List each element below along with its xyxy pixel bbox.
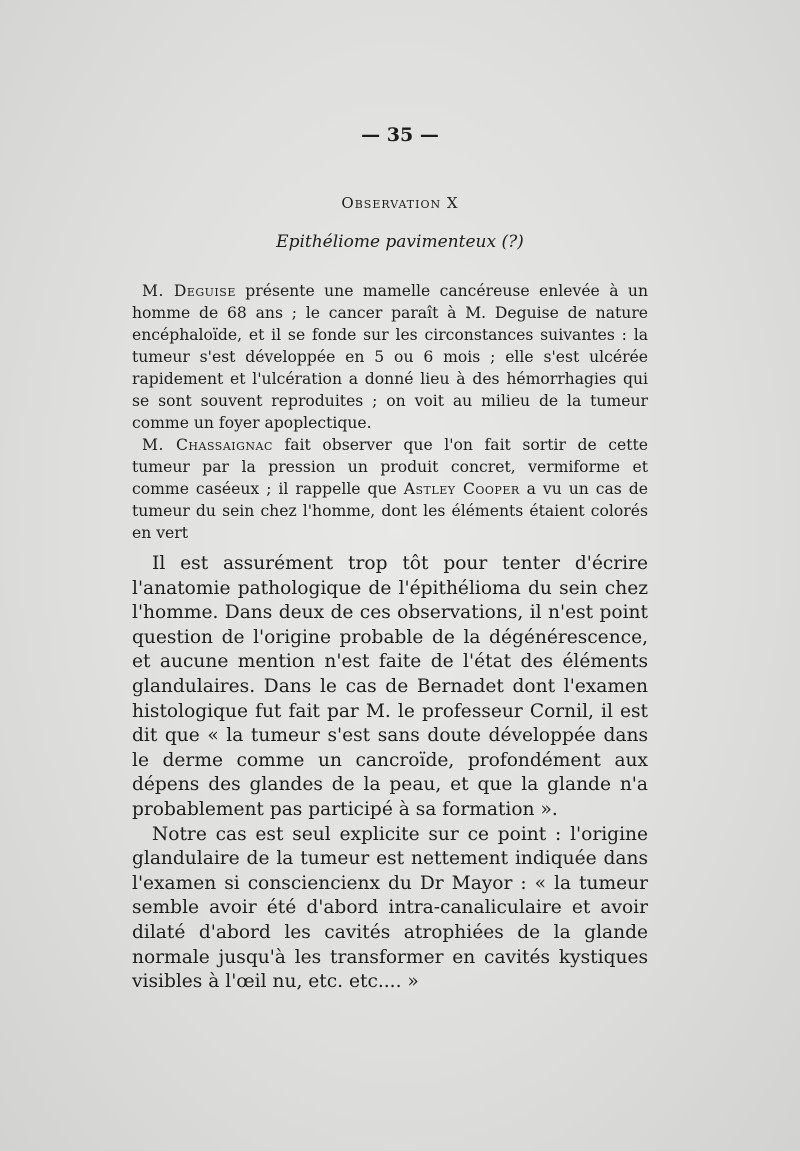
observation-paragraph-1 <box>132 280 648 434</box>
observation-subtitle: Epithéliome pavimenteux (?) <box>276 232 524 252</box>
observation-paragraph-2-text-before: fait observer que l'on fait sortir de cette tumeur par la pression un produit concret, vermiforme et comme caséeux ; il rappelle que <box>132 436 648 498</box>
observation-paragraph-1-text: présente une mamelle cancéreuse enlevée à un homme de 68 ans ; le cancer paraît à M. Deguise de nature encéphaloïde, et il se fonde sur les circonstances suivantes : la tumeur s'est développée en 5 ou 6 mois ; elle s'est ulcérée rapidement et l'ulcération a donné lieu à des hémorrhagies qui se sont souvent reproduites ; on voit au milieu de la tumeur comme un foyer apoplectique. <box>132 282 649 432</box>
observation-paragraph-2-text-after: a vu un cas de tumeur du sein chez l'homme, dont les éléments étaient colorés en vert <box>132 480 649 542</box>
observation-paragraph-2 <box>132 434 648 544</box>
author-name-chassaignac: M. Chassaignac <box>142 436 273 454</box>
author-name-deguise: M. Deguise <box>142 282 236 300</box>
main-text <box>132 552 648 995</box>
page-number: — 35 — <box>361 124 439 146</box>
observation-title: Observation X <box>341 194 459 212</box>
cited-name-astley-cooper: Astley Cooper <box>403 480 520 498</box>
observation-text <box>132 280 648 544</box>
main-paragraph-1: Il est assurément trop tôt pour tenter d'écrire l'anatomie pathologique de l'épithélioma du sein chez l'homme. Dans deux de ces observations, il n'est point question de l'origine probable de la dégénérescence, et aucune mention n'est faite de l'état des éléments glandulaires. Dans le cas de Bernadet dont l'examen histologique fut fait par M. le professeur Cornil, il est dit que « la tumeur s'est sans doute développée dans le derme comme un cancroïde, profondément aux dépens des glandes de la peau, et que la glande n'a probablement pas participé à sa formation ». <box>132 553 648 820</box>
main-paragraph-2: Notre cas est seul explicite sur ce point : l'origine glandulaire de la tumeur est nettement indiquée dans l'examen si consciencienx du Dr Mayor : « la tumeur semble avoir été d'abord intra-canaliculaire et avoir dilaté d'abord les cavités atrophiées de la glande normale jusqu'à les transformer en cavités kystiques visibles à l'œil nu, etc. etc.... » <box>132 823 648 993</box>
